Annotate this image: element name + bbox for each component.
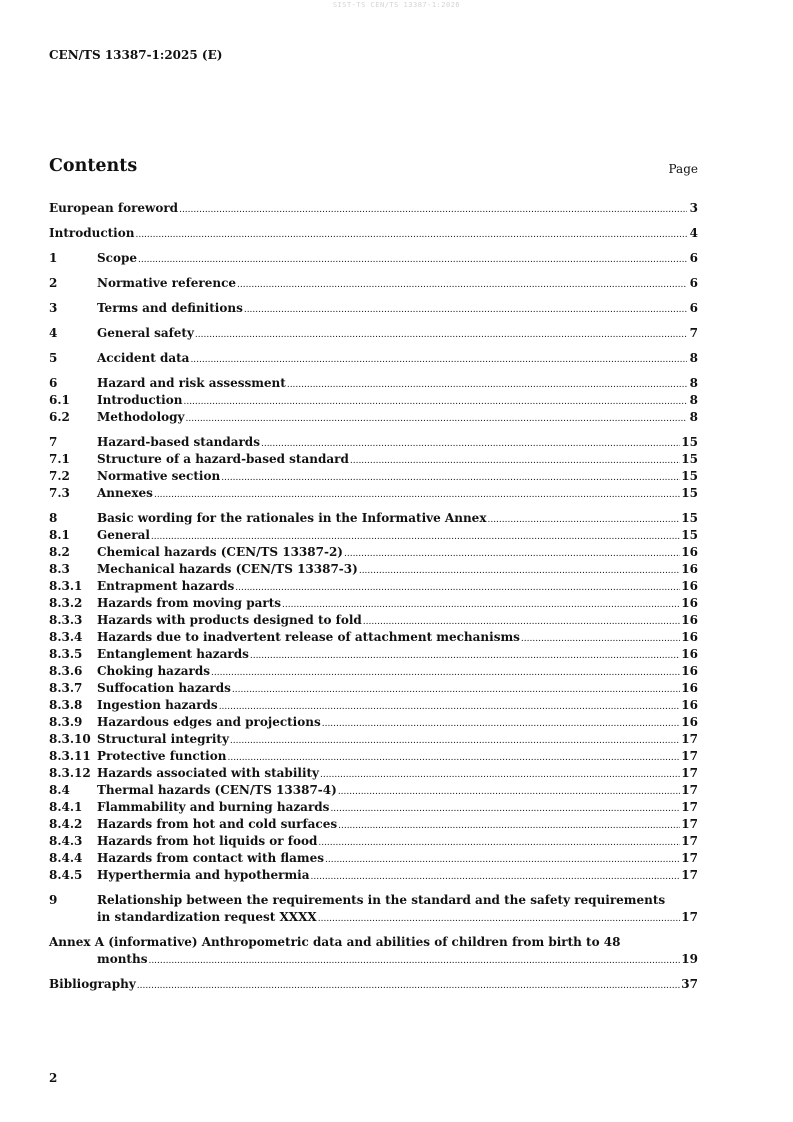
toc-entry[interactable] <box>49 561 698 578</box>
toc-entry-page: 3 <box>689 201 698 215</box>
toc-entry-page: 17 <box>681 851 698 865</box>
toc-entry[interactable] <box>49 782 698 799</box>
toc-entry-title: Relationship between the requirements in the standard and the safety requirements <box>97 893 666 907</box>
toc-entry-title: Scope <box>97 251 138 265</box>
toc-entry-number: 6 <box>49 376 58 390</box>
toc-entry-page: 17 <box>681 834 698 848</box>
toc-entry[interactable] <box>49 612 698 629</box>
toc-entry[interactable] <box>49 578 698 595</box>
toc-entry-number: 1 <box>49 251 58 265</box>
toc-entry-number: 8.3.1 <box>49 579 83 593</box>
toc-entry-number: 8.3.8 <box>49 698 83 712</box>
toc-entry-page: 37 <box>681 977 698 991</box>
toc-entry[interactable] <box>49 510 698 527</box>
dot-leader <box>148 951 680 970</box>
toc-entry[interactable] <box>49 434 698 451</box>
toc-entry[interactable] <box>49 646 698 663</box>
toc-entry[interactable] <box>49 451 698 468</box>
toc-entry-page: 15 <box>681 511 698 525</box>
dot-leader <box>154 485 680 504</box>
toc-entry-title: Annex A (informative) Anthropometric data and abilities of children from birth to 48 <box>49 935 621 949</box>
toc-entry-title: Introduction <box>97 393 183 407</box>
toc-entry-title: Ingestion hazards <box>97 698 218 712</box>
toc-entry-title: Hazards with products designed to fold <box>97 613 362 627</box>
toc-entry-number: 8.4.2 <box>49 817 83 831</box>
toc-entry-number: 7.1 <box>49 452 70 466</box>
toc-entry-title: Methodology <box>97 410 185 424</box>
toc-entry-title: Structure of a hazard-based standard <box>97 452 349 466</box>
toc-entry[interactable] <box>49 833 698 850</box>
dot-leader <box>137 976 681 995</box>
toc-entry[interactable] <box>49 748 698 765</box>
table-of-contents <box>49 200 698 993</box>
toc-entry-title: Choking hazards <box>97 664 211 678</box>
toc-entry-title-continued: in standardization request XXXX <box>97 910 317 924</box>
toc-entry-page: 4 <box>689 226 698 240</box>
toc-entry-title: Chemical hazards (CEN/TS 13387-2) <box>97 545 343 559</box>
toc-entry-title: Thermal hazards (CEN/TS 13387-4) <box>97 783 337 797</box>
toc-entry-number: 8.1 <box>49 528 70 542</box>
toc-entry-number: 8.3.4 <box>49 630 83 644</box>
dot-leader <box>186 409 687 428</box>
toc-entry-page: 16 <box>681 630 698 644</box>
toc-entry[interactable] <box>49 350 698 367</box>
toc-entry-title: Mechanical hazards (CEN/TS 13387-3) <box>97 562 358 576</box>
toc-entry-page: 17 <box>681 783 698 797</box>
toc-entry[interactable] <box>49 392 698 409</box>
watermark: SIST-TS CEN/TS 13387-1:2026 <box>332 1 461 9</box>
dot-leader <box>179 200 687 219</box>
toc-entry-page: 17 <box>681 868 698 882</box>
toc-entry[interactable] <box>49 544 698 561</box>
dot-leader <box>190 350 687 369</box>
toc-entry-title: Basic wording for the rationales in the Informative Annex <box>97 511 487 525</box>
toc-entry-number: 8.4.5 <box>49 868 83 882</box>
toc-entry[interactable] <box>49 816 698 833</box>
page-number: 2 <box>49 1071 58 1085</box>
toc-entry-number: 8.4.1 <box>49 800 83 814</box>
toc-entry-page: 15 <box>681 435 698 449</box>
toc-entry-title: Protective function <box>97 749 227 763</box>
toc-entry[interactable] <box>49 799 698 816</box>
toc-entry-page: 15 <box>681 452 698 466</box>
toc-entry-number: 7.2 <box>49 469 70 483</box>
toc-entry-page: 15 <box>681 469 698 483</box>
toc-entry-title: Hazards associated with stability <box>97 766 320 780</box>
toc-entry-title: Annexes <box>97 486 153 500</box>
toc-entry-page: 19 <box>681 952 698 966</box>
toc-entry-page: 16 <box>681 664 698 678</box>
toc-entry[interactable] <box>49 225 698 242</box>
toc-entry-number: 6.2 <box>49 410 70 424</box>
dot-leader <box>311 867 681 886</box>
toc-entry-page: 17 <box>681 749 698 763</box>
toc-entry-number: 8.3.5 <box>49 647 83 661</box>
toc-entry-title: European foreword <box>49 201 179 215</box>
toc-entry-title: Entrapment hazards <box>97 579 235 593</box>
toc-entry-page: 8 <box>689 351 698 365</box>
toc-entry-number: 7.3 <box>49 486 70 500</box>
toc-entry[interactable] <box>49 697 698 714</box>
toc-entry-number: 8.3.3 <box>49 613 83 627</box>
toc-entry-annex[interactable] <box>49 934 698 968</box>
toc-entry-number: 8 <box>49 511 58 525</box>
toc-entry[interactable] <box>49 680 698 697</box>
toc-entry-number: 3 <box>49 301 58 315</box>
toc-entry-page: 16 <box>681 698 698 712</box>
toc-entry-page: 15 <box>681 528 698 542</box>
toc-entry[interactable] <box>49 850 698 867</box>
toc-entry[interactable] <box>49 250 698 267</box>
toc-entry-page: 17 <box>681 910 698 924</box>
toc-entry[interactable] <box>49 867 698 884</box>
toc-entry[interactable] <box>49 527 698 544</box>
dot-leader <box>195 325 687 344</box>
toc-entry-title: Flammability and burning hazards <box>97 800 330 814</box>
toc-entry[interactable] <box>49 714 698 731</box>
toc-entry-page: 8 <box>689 376 698 390</box>
toc-entry-title: Suffocation hazards <box>97 681 231 695</box>
toc-entry-page: 6 <box>689 301 698 315</box>
toc-entry-title: Terms and definitions <box>97 301 243 315</box>
dot-leader <box>135 225 687 244</box>
toc-entry[interactable] <box>49 629 698 646</box>
toc-entry[interactable] <box>49 663 698 680</box>
toc-entry-title: Normative section <box>97 469 221 483</box>
contents-heading: Contents <box>49 156 138 176</box>
toc-entry-title: Hazards from moving parts <box>97 596 282 610</box>
toc-entry-number: 5 <box>49 351 58 365</box>
toc-entry-number: 8.4 <box>49 783 70 797</box>
dot-leader <box>138 250 687 269</box>
toc-entry-page: 16 <box>681 613 698 627</box>
document-id: CEN/TS 13387-1:2025 (E) <box>49 48 223 62</box>
toc-entry-number: 8.4.4 <box>49 851 83 865</box>
toc-entry-number: 8.3.2 <box>49 596 83 610</box>
toc-entry[interactable] <box>49 300 698 317</box>
toc-entry-page: 16 <box>681 579 698 593</box>
toc-entry-page: 16 <box>681 545 698 559</box>
toc-entry-title: General <box>97 528 150 542</box>
toc-entry-page: 8 <box>689 393 698 407</box>
toc-entry-page: 17 <box>681 800 698 814</box>
toc-entry[interactable] <box>49 731 698 748</box>
toc-entry-page: 17 <box>681 766 698 780</box>
toc-entry[interactable] <box>49 409 698 426</box>
toc-entry-number: 8.3 <box>49 562 70 576</box>
dot-leader <box>244 300 687 319</box>
toc-entry-number: 8.4.3 <box>49 834 83 848</box>
toc-entry-title: Hazardous edges and projections <box>97 715 321 729</box>
toc-entry[interactable] <box>49 485 698 502</box>
toc-entry-title: Hazards from contact with flames <box>97 851 325 865</box>
toc-entry-page: 8 <box>689 410 698 424</box>
toc-entry-multiline[interactable] <box>49 892 698 926</box>
toc-entry-title: Entanglement hazards <box>97 647 249 661</box>
toc-entry-title: Hazard and risk assessment <box>97 376 286 390</box>
dot-leader <box>237 275 687 294</box>
toc-entry[interactable] <box>49 375 698 392</box>
toc-entry-title: Normative reference <box>97 276 237 290</box>
toc-entry[interactable] <box>49 468 698 485</box>
toc-entry-number: 9 <box>49 893 58 907</box>
toc-entry-page: 16 <box>681 596 698 610</box>
toc-entry-page: 6 <box>689 251 698 265</box>
toc-entry-number: 8.3.6 <box>49 664 83 678</box>
toc-entry-title: Hazards from hot liquids or food <box>97 834 318 848</box>
toc-entry-number: 8.3.12 <box>49 766 91 780</box>
page-column-label: Page <box>668 162 698 176</box>
toc-entry[interactable] <box>49 325 698 342</box>
toc-entry-number: 4 <box>49 326 58 340</box>
toc-entry-page: 17 <box>681 817 698 831</box>
toc-entry-title: Accident data <box>97 351 190 365</box>
toc-entry-title: Bibliography <box>49 977 136 991</box>
toc-entry[interactable] <box>49 765 698 782</box>
toc-entry-page: 16 <box>681 715 698 729</box>
toc-entry-page: 17 <box>681 732 698 746</box>
toc-entry-number: 6.1 <box>49 393 70 407</box>
toc-entry-title: Hazards due to inadvertent release of attachment mechanisms <box>97 630 520 644</box>
toc-entry-title: General safety <box>97 326 194 340</box>
toc-entry-number: 2 <box>49 276 58 290</box>
toc-entry[interactable] <box>49 976 698 993</box>
toc-entry-page: 6 <box>689 276 698 290</box>
toc-entry-title: Introduction <box>49 226 135 240</box>
toc-entry[interactable] <box>49 200 698 217</box>
toc-entry[interactable] <box>49 275 698 292</box>
toc-entry-page: 15 <box>681 486 698 500</box>
dot-leader <box>318 909 681 928</box>
toc-entry-page: 16 <box>681 647 698 661</box>
toc-entry-title: Hazards from hot and cold surfaces <box>97 817 338 831</box>
toc-entry-title: Hazard-based standards <box>97 435 260 449</box>
toc-entry-title: Hyperthermia and hypothermia <box>97 868 310 882</box>
toc-entry-page: 7 <box>689 326 698 340</box>
toc-entry-title: Structural integrity <box>97 732 229 746</box>
toc-entry-title-continued: months <box>97 952 148 966</box>
toc-entry[interactable] <box>49 595 698 612</box>
toc-entry-page: 16 <box>681 562 698 576</box>
toc-entry-number: 8.2 <box>49 545 70 559</box>
toc-entry-number: 8.3.10 <box>49 732 91 746</box>
toc-entry-number: 8.3.9 <box>49 715 83 729</box>
toc-entry-number: 8.3.11 <box>49 749 91 763</box>
toc-entry-number: 7 <box>49 435 58 449</box>
toc-entry-number: 8.3.7 <box>49 681 83 695</box>
toc-entry-page: 16 <box>681 681 698 695</box>
